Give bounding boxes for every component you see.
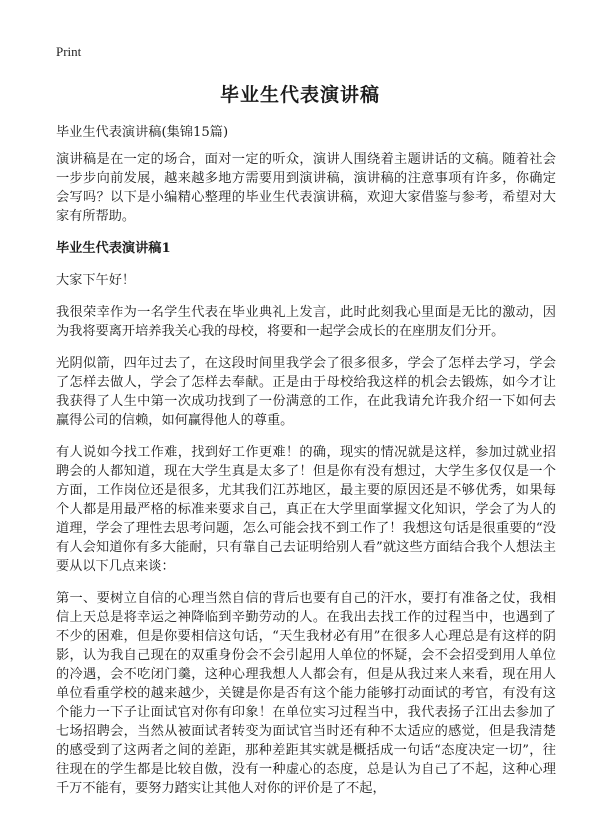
document-subtitle: 毕业生代表演讲稿(集锦15篇): [56, 125, 229, 140]
print-link[interactable]: Print: [56, 44, 82, 59]
intro-paragraph: 演讲稿是在一定的场合，面对一定的听众，演讲人围绕着主题讲话的文稿。随着社会一步步向前发展，越来越多地方需要用到演讲稿，演讲稿的注意事项有许多，你确定会写吗？以下是小编精心整理的毕业生代表演讲稿，欢迎大家借鉴与参考，希望对大家有所帮助。: [56, 152, 556, 224]
page-title: 毕业生代表演讲稿: [219, 84, 380, 106]
document-body: [56, 150, 556, 811]
body-paragraph: 我很荣幸作为一名学生代表在毕业典礼上发言，此时此刻我心里面是无比的激动，因为我将要离开培养我关心我的母校，将要和一起学会成长的在座朋友们分开。: [56, 305, 556, 339]
body-paragraph: 第一、要树立自信的心理当然自信的背后也要有自己的汗水，要打有准备之仗，我相信上天总是将幸运之神降临到辛勤劳动的人。在我出去找工作的过程当中，也遇到了不少的困难，但是你要相信这句话，“天生我材必有用”在很多人心理总是有这样的阴影，认为我自己现在的双重身份会不会引起用人单位的怀疑，会不会招受到用人单位的冷遇，会不吃闭门羹，这种心理我想人人都会有，但是从我过来人来看，现在用人单位看重学校的越来越少，关键是你是否有这个能力能够打动面试的考官，有没有这个能力一下子让面试官对你有印象！在单位实习过程当中，我代表扬子江出去参加了七场招聘会，当然从被面试者转变为面试官当时还有种不太适应的感觉，但是我清楚的感受到了这两者之间的差距，那种差距其实就是概括成一句话“态度决定一切”，往往现在的学生都是比较自傲，没有一种虚心的态度，总是认为自己了不起，这种心理千万不能有，要努力踏实让其他人对你的评价是了不起，: [56, 591, 556, 796]
body-paragraph: 有人说如今找工作难，找到好工作更难！的确，现实的情况就是这样，参加过就业招聘会的人都知道，现在大学生真是太多了！但是你有没有想过，大学生多仅仅是一个方面，工作岗位还是很多，尤其我们江苏地区，最主要的原因还是不够优秀，如果每个人都是用最严格的标准来要求自己，真正在大学里面掌握文化知识，学会了为人的道理，学会了理性去思考问题，怎么可能会找不到工作了！我想这句话是很重要的“没有人会知道你有多大能耐，只有靠自己去证明给别人看”就这些方面结合我个人想法主要从以下几点来谈：: [56, 445, 556, 574]
greeting-paragraph: 大家下午好！: [56, 273, 136, 288]
section-heading: 毕业生代表演讲稿1: [56, 241, 171, 256]
body-paragraph: 光阴似箭，四年过去了，在这段时间里我学会了很多很多，学会了怎样去学习，学会了怎样去做人，学会了怎样去奉献。正是由于母校给我这样的机会去锻炼，如今才让我获得了人生中第一次成功找到了一份满意的工作，在此我请允许我介绍一下如何去赢得公司的信赖，如何赢得他人的尊重。: [56, 356, 556, 428]
